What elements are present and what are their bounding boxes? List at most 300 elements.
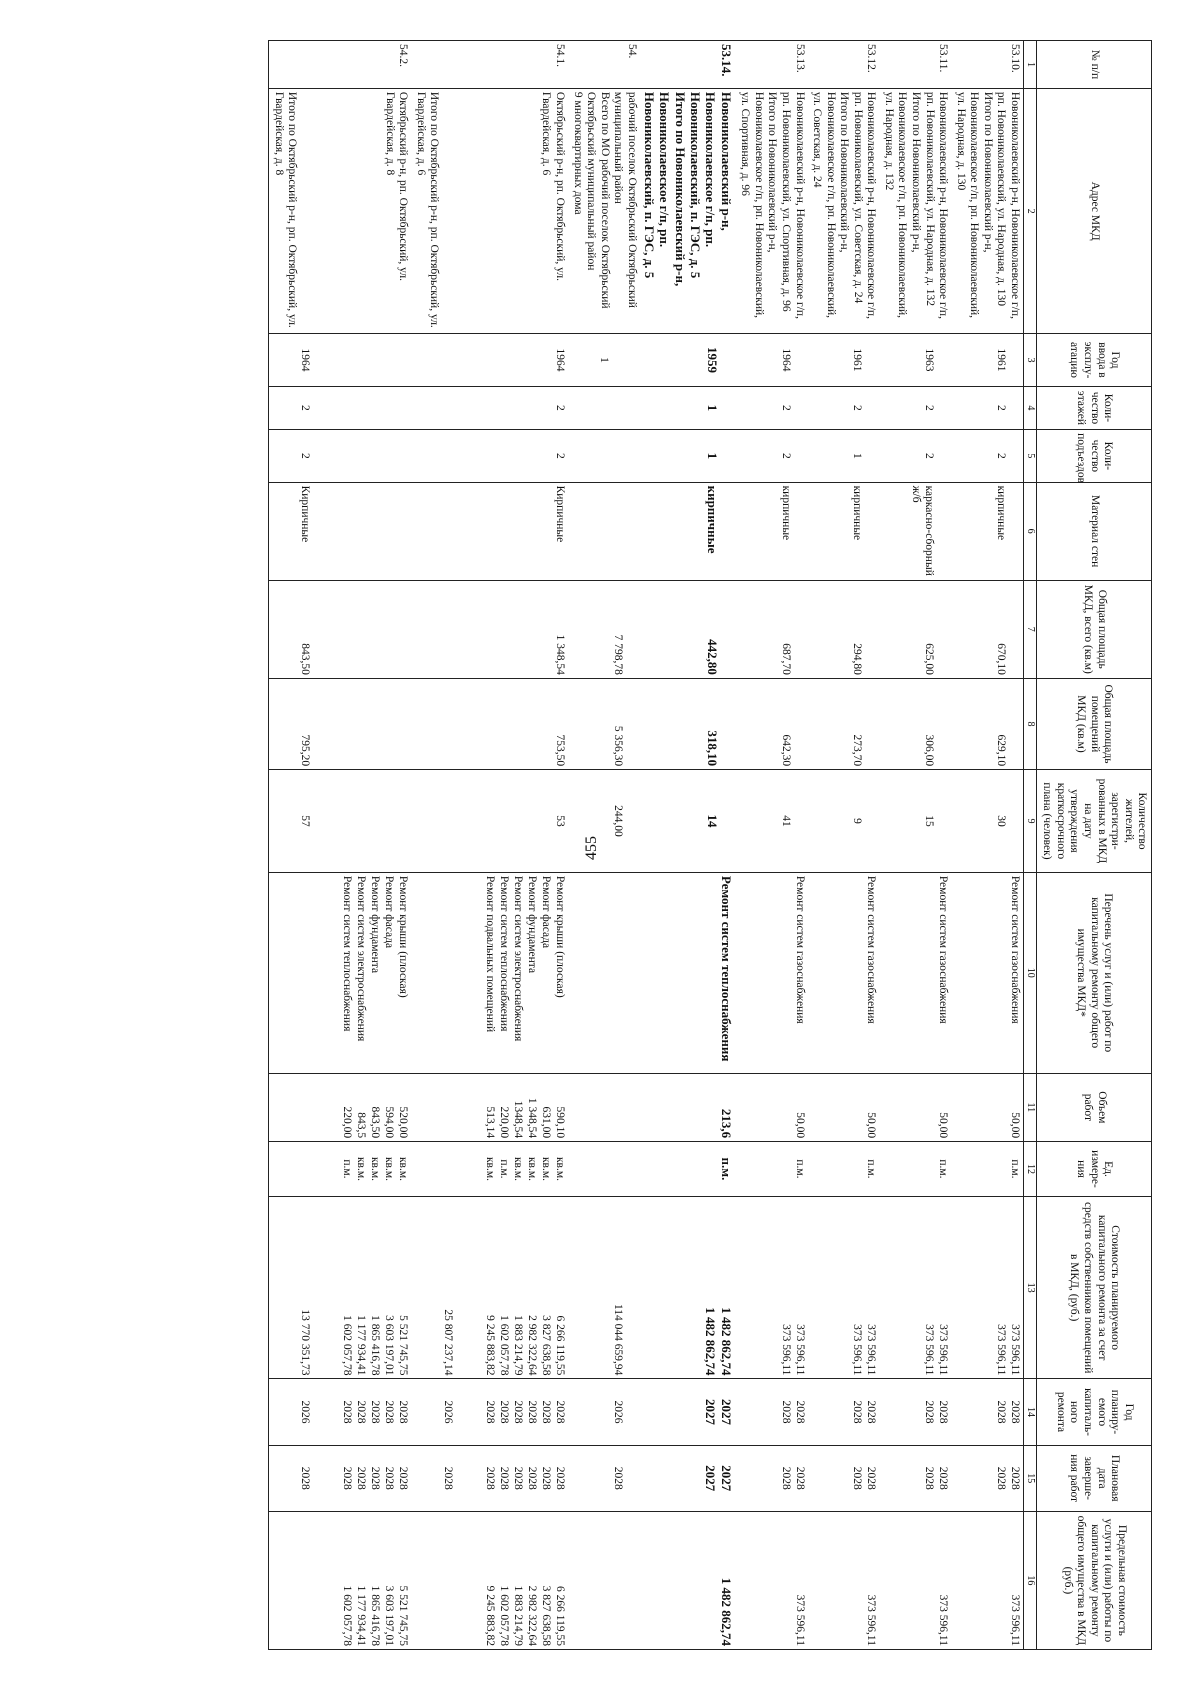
cell-line [720,584,734,675]
cell-line: 5 521 745,75 [397,1585,410,1646]
cell-line: 5 356,30 [611,725,624,767]
column-number-16: 16 [1024,1511,1037,1649]
cell-line: 625,00 [923,643,936,675]
table-cell [879,770,951,873]
cell-line: 2028 [497,1400,510,1424]
table-cell [568,1196,640,1379]
column-number-3: 3 [1024,334,1037,386]
cell-line: 843,50 [369,1106,382,1139]
cell-line: 3 827 638,58 [539,1585,552,1646]
cell-line [339,682,353,766]
cell-line [339,337,353,382]
cell-line: 2028 [779,1400,792,1424]
cell-line: Итого по Новониколаевский р-н, Новониколаевское г/п, рп. Новониколаевский, ул. Спортивная, д. 96 [739,91,779,318]
cell-line: 2028 [793,1400,806,1424]
table-cell [951,678,1023,769]
table-cell [879,1142,951,1197]
cell-line: кв.м. [511,1156,524,1181]
table-cell [269,678,412,769]
cell-line: 2028 [511,1466,524,1490]
cell-line: 54. [625,44,638,59]
cell-line: 6 266 119,55 [553,1586,566,1646]
table-cell [640,334,736,386]
cell-line: 41 [779,815,792,827]
cell-line [1007,486,1021,577]
table-cell [879,386,951,429]
cell-line: Ремонт фундамента [369,875,382,974]
table-cell [411,1511,567,1649]
cell-line: кирпичные [779,485,792,541]
cell-line: 13 770 351,73 [299,1309,312,1376]
table-cell [568,872,640,1073]
cell-line: 50,00 [937,1112,950,1139]
cell-line: 1964 [779,348,792,372]
table-cell [736,386,808,429]
repair-plan-table [268,40,1152,1650]
column-number-8: 8 [1024,678,1037,769]
table-cell [951,1379,1023,1445]
cell-line [325,337,339,382]
table-cell [951,386,1023,429]
table-cell [879,88,951,333]
cell-line [624,773,638,869]
cell-line: Ремонт крыши (плоская) [553,875,566,998]
table-cell [879,1445,951,1511]
table-cell [640,430,736,482]
table-cell [808,1073,880,1141]
cell-line [863,584,877,675]
cell-line [720,773,734,869]
cell-line: Новониколаевский р-н, Новониколаевское г/п, рп. Новониколаевский, ул. Народная, д. 130 [995,91,1021,319]
column-header-3: Год ввода в эксплу-атацию [1037,334,1152,386]
column-number-6: 6 [1024,482,1037,580]
cell-line: 1 602 057,78 [497,1315,510,1376]
cell-line: 590,10 [553,1106,566,1139]
cell-line: 373 596,11 [995,1324,1007,1376]
cell-line [367,390,381,426]
cell-line: 1 348,54 [525,1097,538,1139]
cell-line: 14 [704,814,720,828]
table-cell [568,1142,640,1197]
cell-line [339,773,353,869]
cell-line: 9 245 883,82 [483,1315,496,1376]
cell-line: Ремонт систем газоснабжения [793,875,806,1024]
table-cell [411,678,567,769]
cell-line [454,1200,468,1376]
cell-line: Новониколаевский р-н, Новониколаевское г/п, рп. Новониколаевский, ул. Народная, д. 132 [923,91,950,319]
cell-line: п.м. [718,1157,734,1181]
cell-line: 2028 [299,1466,312,1490]
cell-line [935,433,949,478]
column-header-14: Год планиру-емого капиталь-ного ремонта [1037,1379,1152,1445]
cell-line [792,486,806,577]
cell-line [624,337,638,382]
table-cell [568,580,640,678]
cell-line: 1964 [299,348,312,372]
table-row [411,41,567,1650]
cell-line [468,1449,482,1508]
table-cell [736,1073,808,1141]
cell-line [325,433,339,478]
cell-line [395,682,409,766]
cell-line: Ремонт фундамента [525,875,538,974]
column-header-9: Количество жителей, зарегистри-рованных в МКД на дату утверждения краткосрочного плана (человек) [1037,770,1152,873]
cell-line: 1959 [704,347,720,373]
cell-line: 1 348,54 [553,634,566,675]
cell-line: 687,70 [779,643,792,675]
cell-line: Новониколаевский р-н, Новониколаевское г/п, рп. Новониколаевский, ул. Спортивная, д. 96 [780,91,806,319]
table-cell [879,872,951,1073]
cell-line: кирпичные [851,485,864,541]
table-cell [411,334,567,386]
table-cell [808,1196,880,1379]
cell-line [468,92,482,330]
cell-line [624,876,638,1070]
cell-line [367,682,381,766]
cell-line [395,773,409,869]
column-header-1: № п/п [1037,41,1152,89]
cell-line: кв.м. [369,1156,382,1181]
cell-line [468,1200,482,1376]
cell-line [624,1449,638,1508]
cell-line: 373 596,11 [779,1324,792,1376]
column-number-14: 14 [1024,1379,1037,1445]
cell-line [624,1145,638,1193]
cell-line [325,584,339,675]
cell-line: 629,10 [995,734,1007,767]
table-cell [269,580,412,678]
table-cell [568,678,640,769]
cell-line: 50,00 [1009,1112,1021,1139]
table-cell [568,482,640,580]
table-cell [411,770,567,873]
cell-line [935,337,949,382]
column-header-11: Объем работ [1037,1073,1152,1141]
cell-line: 2 [923,405,936,411]
table-cell [808,430,880,482]
cell-line: п.м. [341,1159,354,1179]
cell-line: Ремонт подвальных помещений [483,875,496,1033]
cell-line [353,486,367,577]
table-cell [736,1445,808,1511]
cell-line: 2 [851,405,864,411]
cell-line: 2027 [718,1465,734,1492]
cell-line: кв.м. [539,1156,552,1181]
cell-line [624,390,638,426]
cell-line [353,337,367,382]
table-cell [951,1196,1023,1379]
cell-line [624,1382,638,1441]
table-cell [411,430,567,482]
table-cell [640,1142,736,1197]
cell-line: 2028 [1009,1400,1021,1424]
cell-line: 1 [851,452,864,459]
table-cell [808,41,880,89]
table-cell [879,41,951,89]
cell-line: 9 [851,818,864,824]
cell-line: 373 596,11 [937,1594,950,1646]
cell-line [326,92,340,330]
cell-line: 2028 [865,1466,878,1490]
rotated-page [52,40,1152,1650]
cell-line: 2 [779,405,792,411]
cell-line: 2028 [937,1466,950,1490]
cell-line: 2028 [497,1466,510,1490]
cell-line: 54.2. [397,44,410,67]
table-cell [736,1511,808,1649]
table-row [951,41,1023,1650]
table-cell [411,580,567,678]
cell-line: 373 596,11 [851,1324,864,1376]
cell-line: 53.10. [1009,44,1021,73]
cell-line [367,433,381,478]
cell-line: 1 865 416,78 [369,1585,382,1646]
cell-line: 843,50 [299,643,312,675]
cell-line: 2028 [383,1466,396,1490]
cell-line [339,433,353,478]
table-cell [269,88,412,333]
cell-line: 54.1. [553,44,566,67]
table-cell [879,678,951,769]
cell-line: 6 266 119,55 [553,1315,566,1376]
cell-line [325,1449,339,1508]
table-row [736,41,808,1650]
table-cell [736,41,808,89]
cell-line [624,1200,638,1376]
table-cell [640,770,736,873]
cell-line [863,486,877,577]
table-cell [808,770,880,873]
cell-line: 1 602 057,78 [341,1585,354,1646]
table-cell [951,41,1023,89]
table-cell [411,1073,567,1141]
cell-line [624,486,638,577]
table-cell [269,1142,412,1197]
table-cell [411,1445,567,1511]
table-row [808,41,880,1650]
table-cell [736,482,808,580]
cell-line: 373 596,11 [865,1594,878,1646]
cell-line [792,773,806,869]
cell-line [353,773,367,869]
column-header-15: Плановая дата заверше-ния работ [1037,1445,1152,1511]
cell-line: 2028 [611,1466,624,1490]
table-cell [736,430,808,482]
table-cell [269,430,412,482]
cell-line: 373 596,11 [793,1324,806,1376]
cell-line [354,92,368,330]
table-cell [879,580,951,678]
cell-line: 2028 [539,1466,552,1490]
page-number: 455 [583,836,600,860]
cell-line: 2027 [703,1399,719,1426]
cell-line: Итого по Октябрьский р-н, рп. Октябрьский, ул. Гвардейская, д. 8 [272,91,299,328]
column-number-15: 15 [1024,1445,1037,1511]
table-cell [808,386,880,429]
table-cell [640,1445,736,1511]
cell-line: 1 602 057,78 [341,1315,354,1376]
table-cell [736,678,808,769]
cell-line [311,433,325,478]
cell-line [311,1382,325,1441]
cell-line: 3 827 638,58 [539,1315,552,1376]
cell-line: п.м. [865,1159,878,1179]
table-cell [269,1445,412,1511]
cell-line: Ремонт систем газоснабжения [937,875,950,1024]
cell-line: Итого по Октябрьский р-н, рп. Октябрьский, ул. Гвардейская, д. 6 [414,91,441,328]
cell-line: Всего по МО рабочий поселок Октябрьский Октябрьский муниципальный район [585,91,611,309]
cell-line: 2026 [299,1400,312,1424]
cell-line: Ремонт систем теплоснабжения [497,875,510,1032]
cell-line: кв.м. [355,1156,368,1181]
table-cell [411,386,567,429]
cell-line [311,1449,325,1508]
cell-line: 1348,54 [511,1100,524,1139]
table-cell [879,1196,951,1379]
cell-line [339,584,353,675]
cell-line [339,390,353,426]
table-cell [640,1073,736,1141]
cell-line: 57 [299,815,312,827]
table-cell [269,1379,412,1445]
cell-line: 2028 [865,1400,878,1424]
cell-line [720,682,734,766]
cell-line: 631,00 [539,1106,552,1139]
cell-line [935,390,949,426]
cell-line: 2028 [539,1400,552,1424]
cell-line [395,433,409,478]
cell-line: 2028 [397,1466,410,1490]
table-cell [640,482,736,580]
cell-line: 15 [923,815,936,827]
cell-line [510,92,524,330]
cell-line: 2028 [355,1400,368,1424]
column-number-13: 13 [1024,1196,1037,1379]
cell-line [1007,773,1021,869]
cell-line: 50,00 [793,1112,806,1139]
cell-line: 25 807 237,14 [441,1309,454,1376]
cell-line [381,486,395,577]
cell-line [496,92,510,330]
table-cell [269,1511,412,1649]
table-cell [640,386,736,429]
cell-line: 2028 [525,1400,538,1424]
cell-line [367,337,381,382]
table-cell [808,482,880,580]
cell-line: 2028 [441,1466,454,1490]
cell-line: 2028 [779,1466,792,1490]
column-number-5: 5 [1024,430,1037,482]
cell-line: 373 596,11 [1009,1594,1021,1646]
table-cell [879,334,951,386]
cell-line [935,773,949,869]
cell-line: Итого по Новониколаевский р-н, Новониколаевское г/п, рп. Новониколаевский, п. ГЭС, д. 5 [642,91,688,287]
cell-line: 2028 [369,1400,382,1424]
cell-line: 7 798,78 [611,634,624,675]
column-number-10: 10 [1024,872,1037,1073]
cell-line [935,682,949,766]
cell-line: Итого по Новониколаевский р-н, Новониколаевское г/п, рп. Новониколаевский, ул. Народная, д. 130 [954,91,994,318]
cell-line: 2028 [1009,1466,1021,1490]
cell-line: 1 177 934,41 [355,1585,368,1646]
cell-line [863,337,877,382]
cell-line: 2028 [937,1400,950,1424]
cell-line: 2 [553,405,566,411]
cell-line: 30 [995,815,1007,827]
cell-line: п.м. [1009,1159,1021,1179]
cell-line: 53.14. [718,44,734,77]
cell-line: 2 [299,405,312,411]
table-cell [951,430,1023,482]
cell-line: 2028 [553,1466,566,1490]
cell-line: кв.м. [383,1156,396,1181]
cell-line: 9 245 883,82 [483,1585,496,1646]
column-header-2: Адрес МКД [1037,88,1152,333]
cell-line: 1961 [995,348,1007,372]
cell-line: 53.13. [793,44,806,73]
cell-line: кирпичные [704,485,720,554]
cell-line [720,433,734,478]
cell-line: 2027 [703,1465,719,1492]
cell-line: 220,00 [341,1106,354,1139]
cell-line: Ремонт систем газоснабжения [865,875,878,1024]
cell-line: 2028 [995,1466,1007,1490]
cell-line [381,773,395,869]
cell-line: 306,00 [923,734,936,767]
cell-line: 2026 [611,1400,624,1424]
cell-line [368,92,382,330]
cell-line [792,337,806,382]
cell-line: 1 482 862,74 [718,1577,734,1646]
cell-line [720,390,734,426]
cell-line: Итого по Новониколаевский р-н, Новониколаевское г/п, рп. Новониколаевский, ул. Народная, д. 132 [882,91,923,318]
cell-line: 53.11. [937,44,950,73]
cell-line: Ремонт фасада [383,875,396,949]
column-header-6: Материал стен [1037,482,1152,580]
table-cell [736,334,808,386]
cell-line: кирпичные [995,485,1007,541]
cell-line: 2 [779,452,792,459]
column-header-13: Стоимость планируемого капитального ремонта за счет средств собственников помещений в МКД, (руб.) [1037,1196,1152,1379]
column-number-7: 7 [1024,580,1037,678]
cell-line: 294,80 [851,643,864,675]
cell-line: 843,5 [355,1112,368,1139]
cell-line [311,1200,325,1376]
table-cell [879,430,951,482]
cell-line: 2028 [511,1400,524,1424]
cell-line: 2028 [553,1400,566,1424]
cell-line: 50,00 [865,1112,878,1139]
table-cell [736,872,808,1073]
cell-line: 1963 [923,348,936,372]
cell-line [311,390,325,426]
cell-line [381,390,395,426]
cell-line [311,337,325,382]
cell-line [482,92,496,330]
table-cell [411,1196,567,1379]
cell-line [353,584,367,675]
cell-line: 1 883 214,79 [511,1585,524,1646]
cell-line: п.м. [793,1159,806,1179]
table-row [640,41,736,1650]
cell-line: 1961 [851,348,864,372]
cell-line: 1 177 934,41 [355,1315,368,1376]
cell-line: 1 [704,452,720,460]
cell-line: 1 [704,404,720,412]
cell-line: 9 многоквартирных дома [571,91,584,215]
cell-line: 2028 [355,1466,368,1490]
table-cell [879,482,951,580]
